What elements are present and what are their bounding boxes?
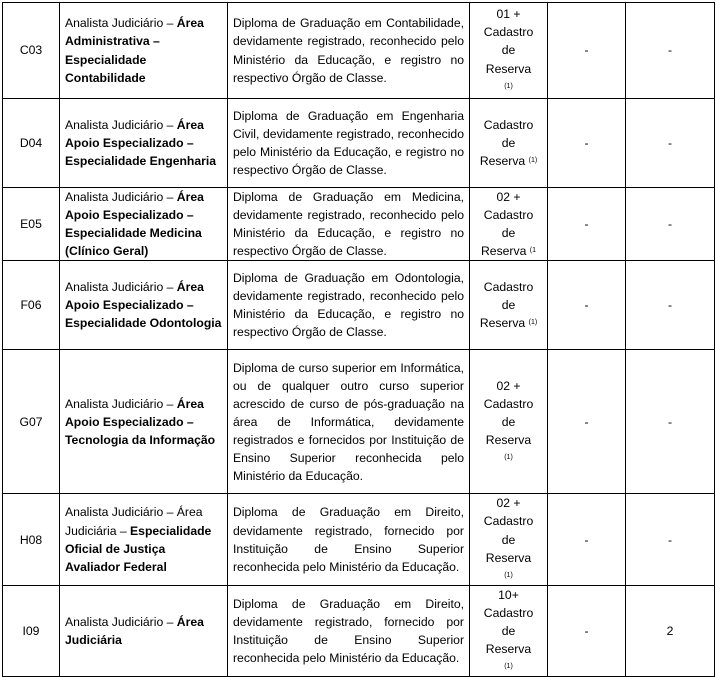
vagas-col-6: - — [626, 3, 715, 99]
requisito: Diploma de Graduação em Direito, devidamente registrado, fornecido por Instituição de Ensino Superior reconhecida pelo Ministério da Educação. — [228, 585, 470, 676]
vagas-col-5: - — [548, 350, 626, 494]
table-row — [3, 99, 715, 188]
vagas: 10+ Cadastro de Reserva $^{(1)}$ — [470, 585, 548, 676]
table-row — [3, 3, 715, 99]
vagas-col-5: - — [548, 3, 626, 99]
requisito: Diploma de Graduação em Medicina, devidamente registrado, reconhecido pelo Ministério da Educação, e registro no respectivo Órgão de Classe. — [228, 188, 470, 261]
vagas: 02 + Cadastro de Reserva $^{(1}$ — [470, 188, 548, 261]
table-row — [3, 261, 715, 350]
table-row — [3, 188, 715, 261]
vagas-col-6: - — [626, 261, 715, 350]
requisito: Diploma de Graduação em Odontologia, devidamente registrado, reconhecido pelo Ministério da Educação, e registro no respectivo Órgão de Classe. — [228, 261, 470, 350]
cargo-code: E05 — [3, 188, 60, 261]
vagas-col-6: - — [626, 494, 715, 585]
cargo-code: D04 — [3, 99, 60, 188]
vagas-col-5: - — [548, 261, 626, 350]
vagas-col-6: 2 — [626, 585, 715, 676]
cargo-name: Analista Judiciário – Área Administrativa – Especialidade Contabilidade — [60, 3, 228, 99]
vagas-col-5: - — [548, 585, 626, 676]
cargo-code: H08 — [3, 494, 60, 585]
table-row — [3, 494, 715, 585]
cargo-name: Analista Judiciário – Área Judiciária – Especialidade Oficial de Justiça Avaliador Federal — [60, 494, 228, 585]
table-row — [3, 585, 715, 676]
vagas-col-6: - — [626, 350, 715, 494]
requisito: Diploma de curso superior em Informática, ou de qualquer outro curso superior acrescido de curso de pós-graduação na área de Informática, devidamente registrados e fornecidos por Instituição de Ensino Superior reconhecida pelo Ministério da Educação. — [228, 350, 470, 494]
vagas: 01 + Cadastro de Reserva $^{(1)}$ — [470, 3, 548, 99]
vagas: 02 + Cadastro de Reserva $^{(1)}$ — [470, 350, 548, 494]
vagas-col-5: - — [548, 99, 626, 188]
cargo-code: G07 — [3, 350, 60, 494]
vagas: 02 + Cadastro de Reserva $^{(1)}$ — [470, 494, 548, 585]
requisito: Diploma de Graduação em Engenharia Civil, devidamente registrado, reconhecido pelo Ministério da Educação, e registro no respectivo Órgão de Classe. — [228, 99, 470, 188]
cargo-name: Analista Judiciário – Área Judiciária — [60, 585, 228, 676]
requisito: Diploma de Graduação em Contabilidade, devidamente registrado, reconhecido pelo Ministério da Educação, e registro no respectivo Órgão de Classe. — [228, 3, 470, 99]
vagas-col-6: - — [626, 188, 715, 261]
cargo-code: F06 — [3, 261, 60, 350]
vagas-col-5: - — [548, 494, 626, 585]
cargo-name: Analista Judiciário – Área Apoio Especializado – Especialidade Odontologia — [60, 261, 228, 350]
requisito: Diploma de Graduação em Direito, devidamente registrado, fornecido por Instituição de Ensino Superior reconhecida pelo Ministério da Educação. — [228, 494, 470, 585]
cargo-name: Analista Judiciário – Área Apoio Especializado – Especialidade Medicina (Clínico Geral) — [60, 188, 228, 261]
vagas: Cadastro de Reserva $^{(1)}$ — [470, 99, 548, 188]
vagas-col-6: - — [626, 99, 715, 188]
table-row — [3, 350, 715, 494]
cargo-code: C03 — [3, 3, 60, 99]
cargo-code: I09 — [3, 585, 60, 676]
vagas: Cadastro de Reserva $^{(1)}$ — [470, 261, 548, 350]
vagas-col-5: - — [548, 188, 626, 261]
cargo-name: Analista Judiciário – Área Apoio Especializado – Especialidade Engenharia — [60, 99, 228, 188]
cargo-name: Analista Judiciário – Área Apoio Especializado – Tecnologia da Informação — [60, 350, 228, 494]
cargos-table — [2, 2, 715, 677]
